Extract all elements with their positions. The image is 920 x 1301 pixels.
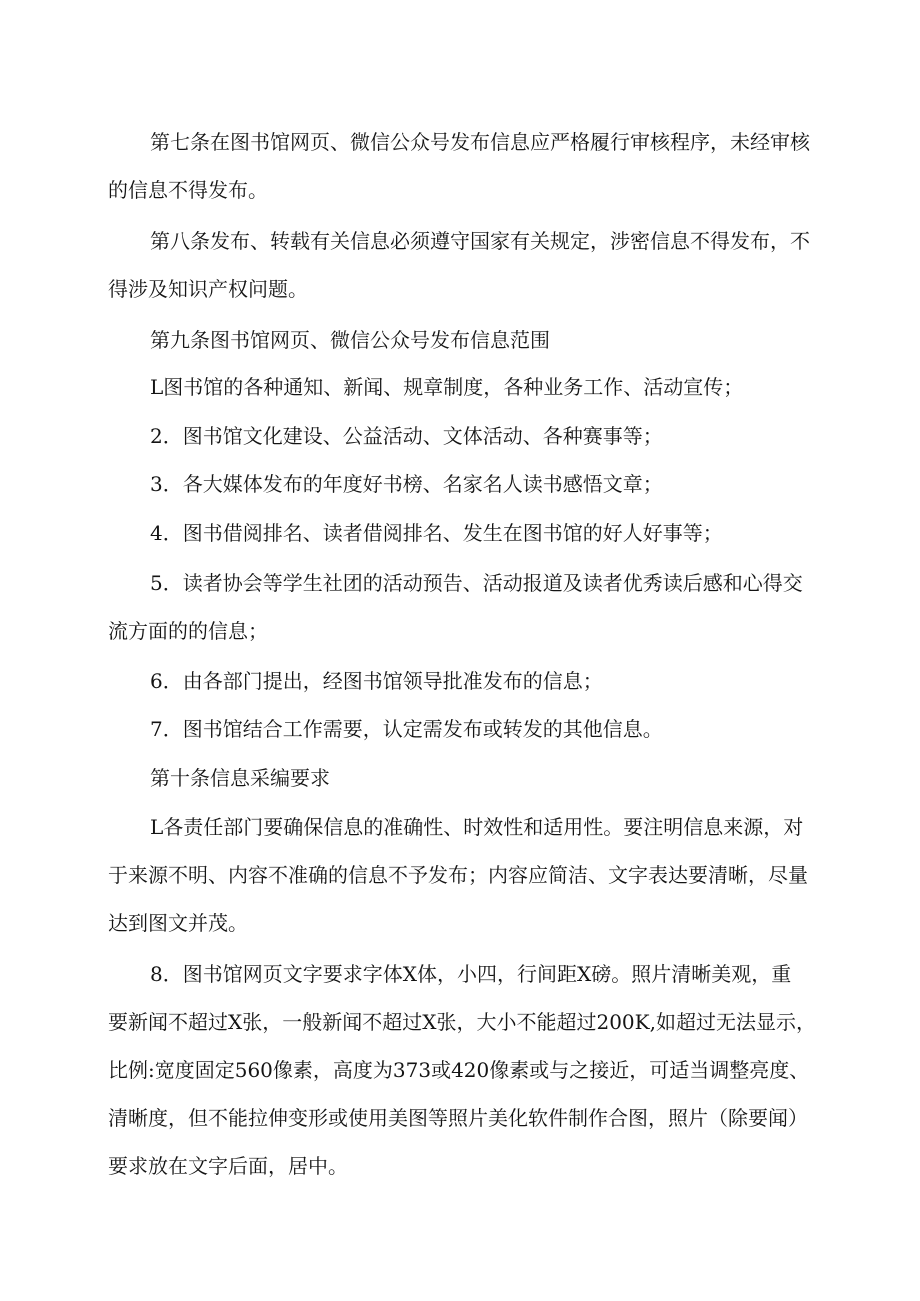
article-9-item-4: 4．图书借阅排名、读者借阅排名、发生在图书馆的好人好事等； [150,521,723,545]
article-9-item-2: 2．图书馆文化建设、公益活动、文体活动、各种赛事等； [150,424,663,448]
article-10-item-2-line-2: 要新闻不超过X张，一般新闻不超过X张，大小不能超过200K,如超过无法显示， [108,1010,816,1034]
article-7-line-2: 的信息不得发布。 [108,178,268,202]
article-8-line-2: 得涉及知识产权问题。 [108,277,308,301]
article-10-item-1-line-3: 达到图文并茂。 [108,911,248,935]
article-9-item-1: L图书馆的各种通知、新闻、规章制度，各种业务工作、活动宣传； [150,375,744,399]
article-10-item-1-line-1: L各责任部门要确保信息的准确性、时效性和适用性。要注明信息来源，对 [150,815,804,839]
article-10-item-2-line-4: 清晰度，但不能拉伸变形或使用美图等照片美化软件制作合图，照片（除要闻） [108,1106,808,1130]
article-7-line-1: 第七条在图书馆网页、微信公众号发布信息应严格履行审核程序，未经审核 [150,130,810,154]
article-9-heading: 第九条图书馆网页、微信公众号发布信息范围 [150,328,550,352]
article-9-item-7: 7．图书馆结合工作需要，认定需发布或转发的其他信息。 [150,717,663,741]
article-9-item-5-line-1: 5．读者协会等学生社团的活动预告、活动报道及读者优秀读后感和心得交 [150,571,803,595]
article-9-item-3: 3．各大媒体发布的年度好书榜、名家名人读书感悟文章； [150,472,663,496]
article-10-item-2-line-5: 要求放在文字后面，居中。 [108,1154,348,1178]
article-10-item-2-line-1: 8．图书馆网页文字要求字体X体，小四，行间距X磅。照片清晰美观，重 [150,962,792,986]
article-10-heading: 第十条信息采编要求 [150,766,330,790]
article-9-item-6: 6．由各部门提出，经图书馆领导批准发布的信息； [150,669,603,693]
article-9-item-5-line-2: 流方面的的信息； [108,619,268,643]
article-10-item-1-line-2: 于来源不明、内容不准确的信息不予发布；内容应简洁、文字表达要清晰，尽量 [108,863,808,887]
article-8-line-1: 第八条发布、转载有关信息必须遵守国家有关规定，涉密信息不得发布，不 [150,229,810,253]
article-10-item-2-line-3: 比例:宽度固定560像素，高度为373或420像素或与之接近，可适当调整亮度、 [108,1058,810,1082]
